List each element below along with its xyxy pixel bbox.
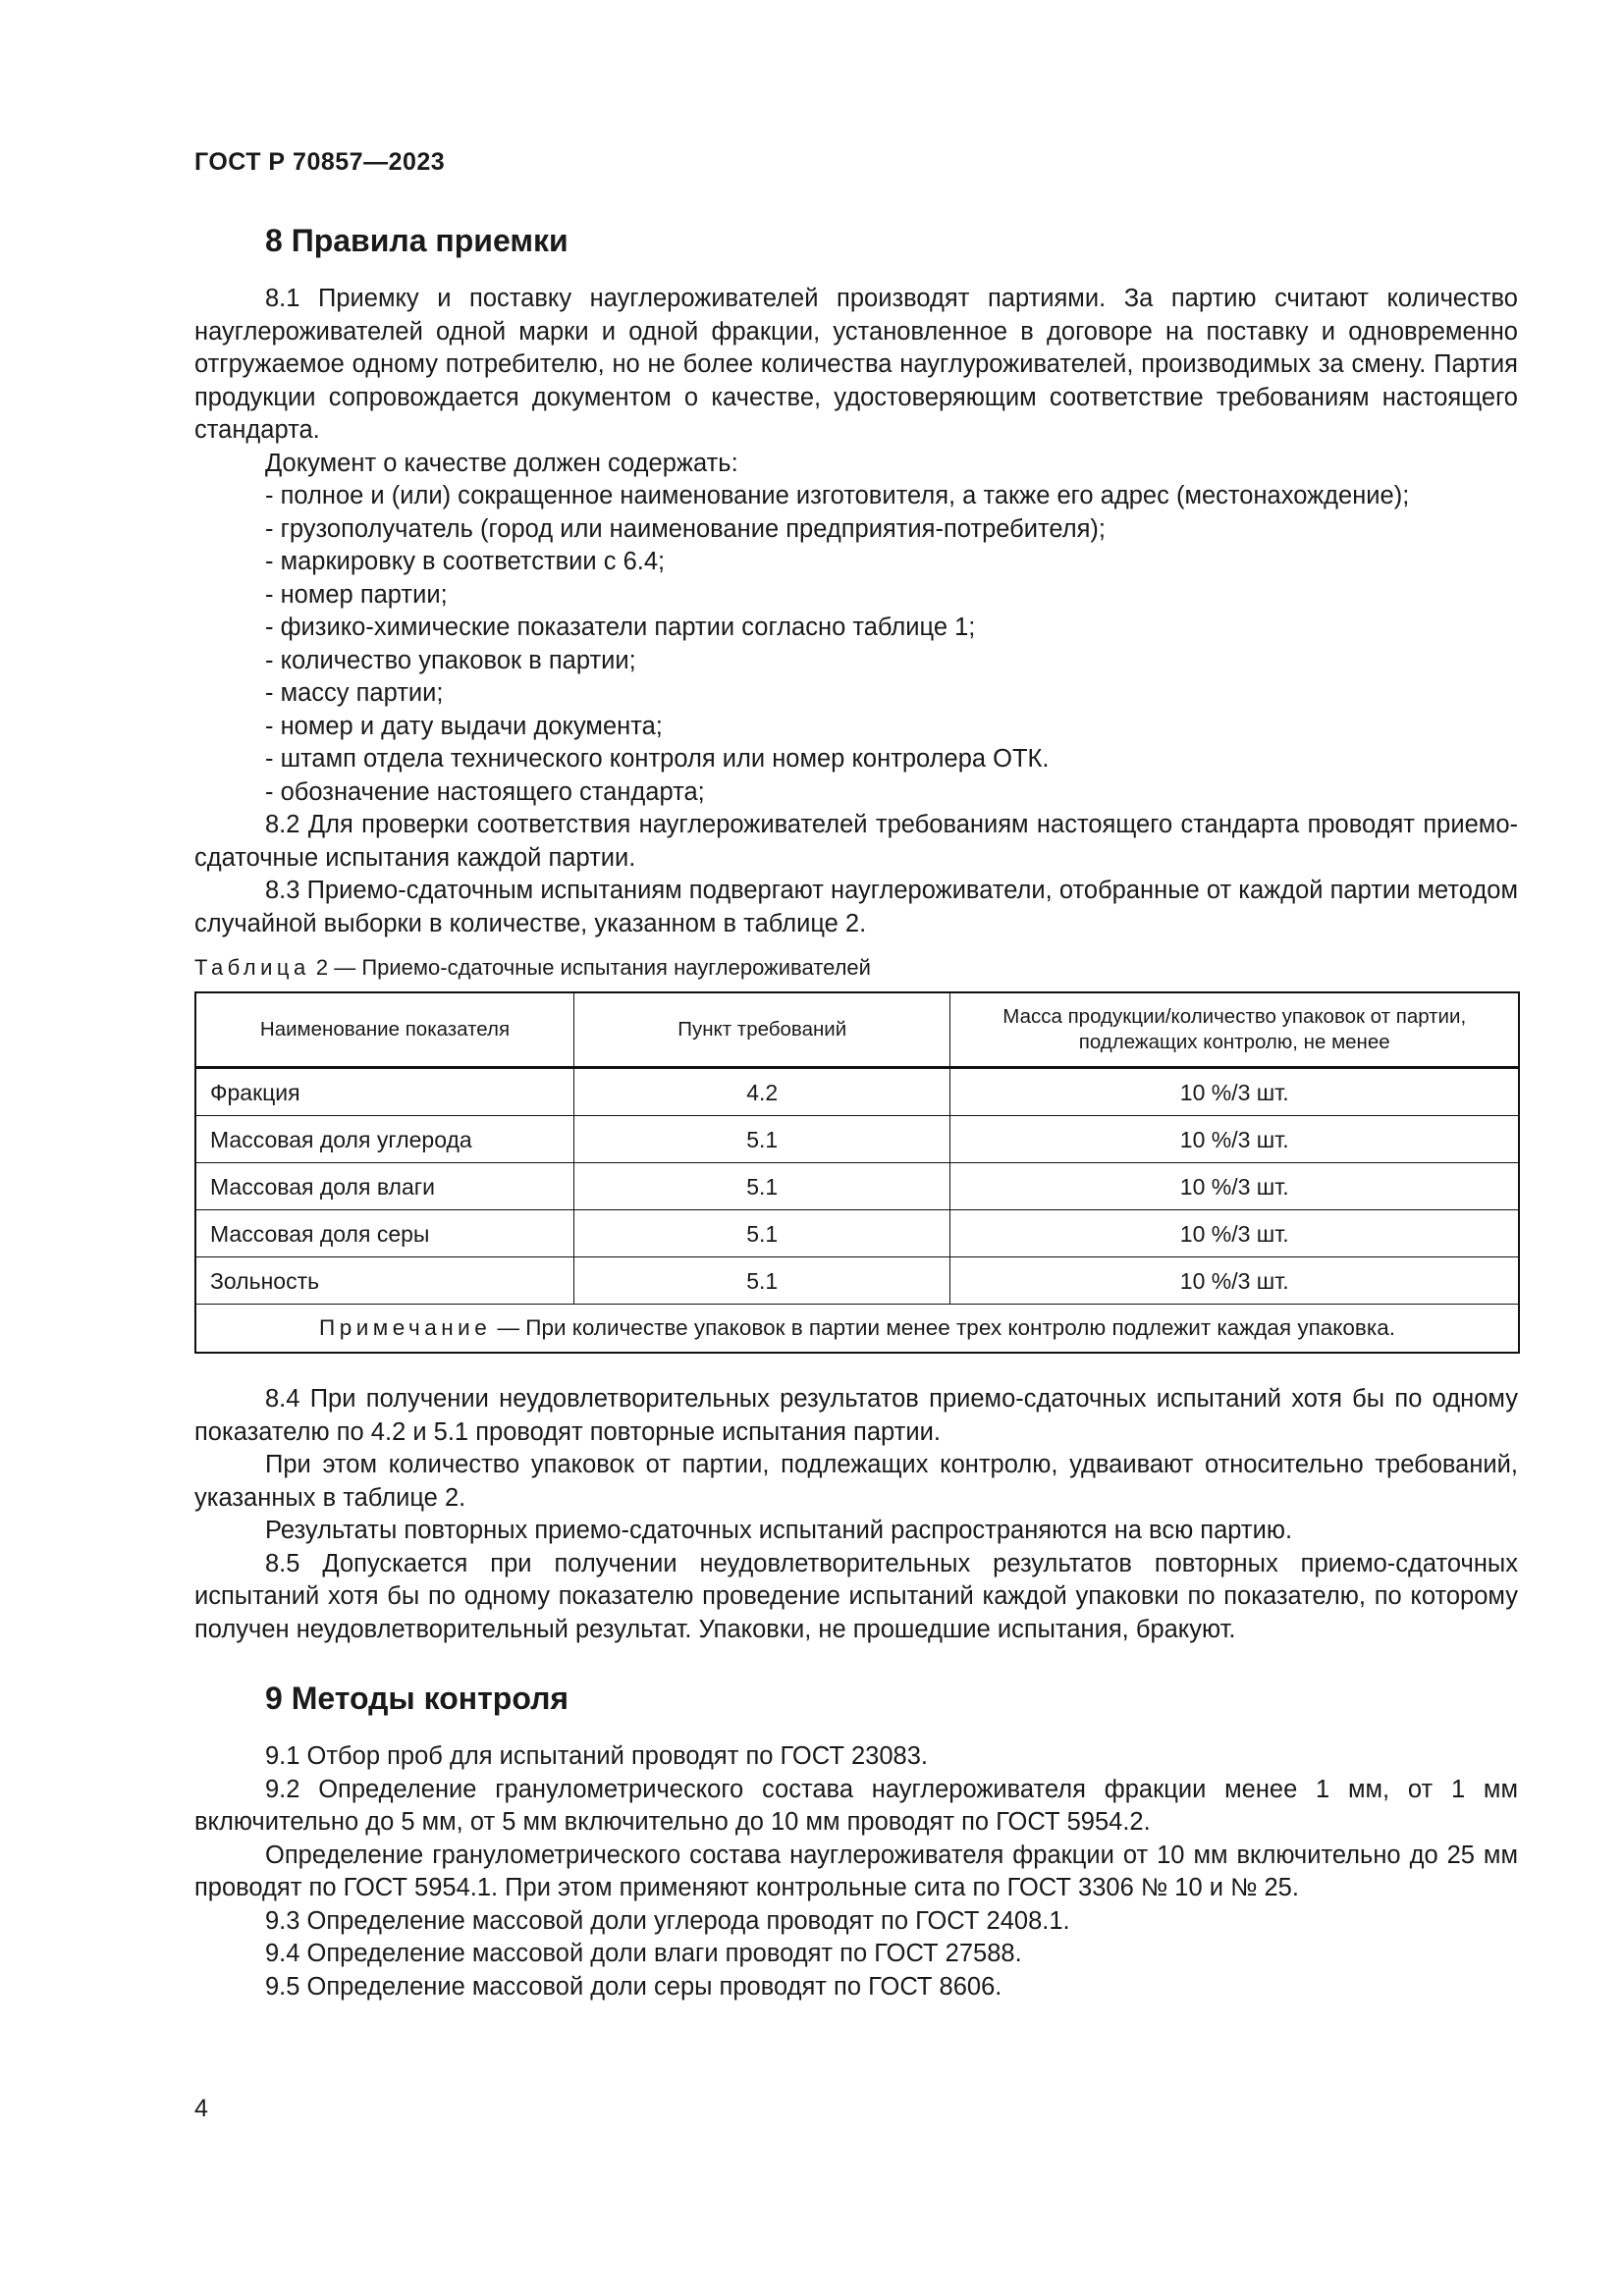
paragraph-8-4: 8.4 При получении неудовлетворительных результатов приемо-сдаточных испытаний хотя бы по одному показателю по 4.2 и 5.1 проводят повторные испытания партии.: [194, 1385, 1518, 1446]
document-page: [194, 147, 1518, 2003]
table-caption: [194, 954, 1518, 982]
table-cell: Массовая доля серы: [195, 1210, 574, 1257]
table-note-row: [195, 1305, 1519, 1354]
list-item: - массу партии;: [265, 679, 444, 707]
table-cell: 10 %/3 шт.: [950, 1116, 1519, 1163]
doc-contents-intro: Документ о качестве должен содержать:: [265, 449, 738, 477]
section-9-title: 9 Методы контроля: [265, 1681, 569, 1716]
table-caption-word: Таблица: [194, 955, 310, 980]
page-number: 4: [194, 2095, 208, 2122]
table-caption-text: 2 — Приемо-сдаточные испытания науглероживателей: [309, 955, 871, 980]
paragraph-9-2: 9.2 Определение гранулометрического состава науглероживателя фракции менее 1 мм, от 1 мм включительно до 5 мм, от 5 мм включительно до 10 мм проводят по ГОСТ 5954.2.: [194, 1775, 1518, 1836]
document-code: ГОСТ Р 70857—2023: [194, 148, 446, 176]
paragraph-9-1: 9.1 Отбор проб для испытаний проводят по ГОСТ 23083.: [265, 1742, 928, 1770]
table-cell: 10 %/3 шт.: [950, 1163, 1519, 1210]
table-cell: 5.1: [574, 1257, 950, 1305]
table-cell: Фракция: [195, 1068, 574, 1116]
table-cell: Зольность: [195, 1257, 574, 1305]
paragraph-8-1: 8.1 Приемку и поставку науглероживателей производят партиями. За партию считают количество науглероживателей одной марки и одной фракции, установленное в договоре на поставку и одновременно отгружаемое одному потребителю, но не более количества науглуроживателей, производимых за смену. Партия продукции сопровождается документом о качестве, удостоверяющим соответствие требованиям настоящего стандарта.: [194, 285, 1518, 444]
paragraph-8-2: 8.2 Для проверки соответствия науглероживателей требованиям настоящего стандарта проводят приемо-сдаточные испытания каждой партии.: [194, 811, 1518, 872]
list-item: - грузополучатель (город или наименование предприятия-потребителя);: [265, 514, 1106, 543]
table-note-text: — При количестве упаковок в партии менее трех контролю подлежит каждая упаковка.: [491, 1315, 1395, 1340]
table-note: [195, 1305, 1519, 1354]
list-item: - номер партии;: [265, 580, 448, 609]
list-item: - количество упаковок в партии;: [265, 646, 636, 674]
acceptance-tests-table: [194, 991, 1520, 1354]
table-cell: 10 %/3 шт.: [950, 1257, 1519, 1305]
paragraph-8-5: 8.5 Допускается при получении неудовлетворительных результатов повторных приемо-сдаточных испытаний хотя бы по одному показателю проведение испытаний каждой упаковки по показателю, по которому получен неудовлетворительный результат. Упаковки, не прошедшие испытания, бракуют.: [194, 1549, 1518, 1643]
table-row: [195, 1257, 1519, 1305]
paragraph-8-4-b: При этом количество упаковок от партии, подлежащих контролю, удваивают относительно требований, указанных в таблице 2.: [194, 1451, 1518, 1512]
table-cell: 5.1: [574, 1116, 950, 1163]
list-item: - маркировку в соответствии с 6.4;: [265, 548, 666, 575]
paragraph-9-2-b: Определение гранулометрического состава науглероживателя фракции от 10 мм включительно до 25 мм проводят по ГОСТ 5954.1. При этом применяют контрольные сита по ГОСТ 3306 № 10 и № 25.: [194, 1841, 1518, 1901]
paragraph-9-5: 9.5 Определение массовой доли серы проводят по ГОСТ 8606.: [265, 1972, 1002, 2001]
list-item: - физико-химические показатели партии согласно таблице 1;: [265, 614, 976, 641]
table-row: [195, 1210, 1519, 1257]
list-item: - номер и дату выдачи документа;: [265, 712, 663, 740]
paragraph-8-3: 8.3 Приемо-сдаточным испытаниям подвергают науглероживатели, отобранные от каждой партии методом случайной выборки в количестве, указанном в таблице 2.: [194, 877, 1518, 937]
section-8-title: 8 Правила приемки: [265, 223, 568, 258]
table-row: [195, 1163, 1519, 1210]
table-header-row: [195, 992, 1519, 1068]
table-cell: 10 %/3 шт.: [950, 1210, 1519, 1257]
column-header: Наименование показателя: [195, 992, 574, 1068]
table-cell: Массовая доля влаги: [195, 1163, 574, 1210]
list-item: - обозначение настоящего стандарта;: [265, 777, 705, 806]
table-cell: 5.1: [574, 1163, 950, 1210]
list-item: - полное и (или) сокращенное наименование изготовителя, а также его адрес (местонахождение);: [265, 482, 1410, 509]
table-cell: 10 %/3 шт.: [950, 1068, 1519, 1116]
table-row: [195, 1116, 1519, 1163]
table-note-word: Примечание: [319, 1315, 492, 1340]
table-cell: Массовая доля углерода: [195, 1116, 574, 1163]
table-cell: 4.2: [574, 1068, 950, 1116]
column-header: Масса продукции/количество упаковок от партии, подлежащих контролю, не менее: [950, 992, 1519, 1068]
paragraph-9-4: 9.4 Определение массовой доли влаги проводят по ГОСТ 27588.: [265, 1940, 1022, 1967]
table-cell: 5.1: [574, 1210, 950, 1257]
table-row: [195, 1068, 1519, 1116]
paragraph-9-3: 9.3 Определение массовой доли углерода проводят по ГОСТ 2408.1.: [265, 1906, 1070, 1935]
list-item: - штамп отдела технического контроля или номер контролера ОТК.: [265, 745, 1050, 773]
paragraph-8-4-c: Результаты повторных приемо-сдаточных испытаний распространяются на всю партию.: [265, 1517, 1293, 1544]
column-header: Пункт требований: [574, 992, 950, 1068]
